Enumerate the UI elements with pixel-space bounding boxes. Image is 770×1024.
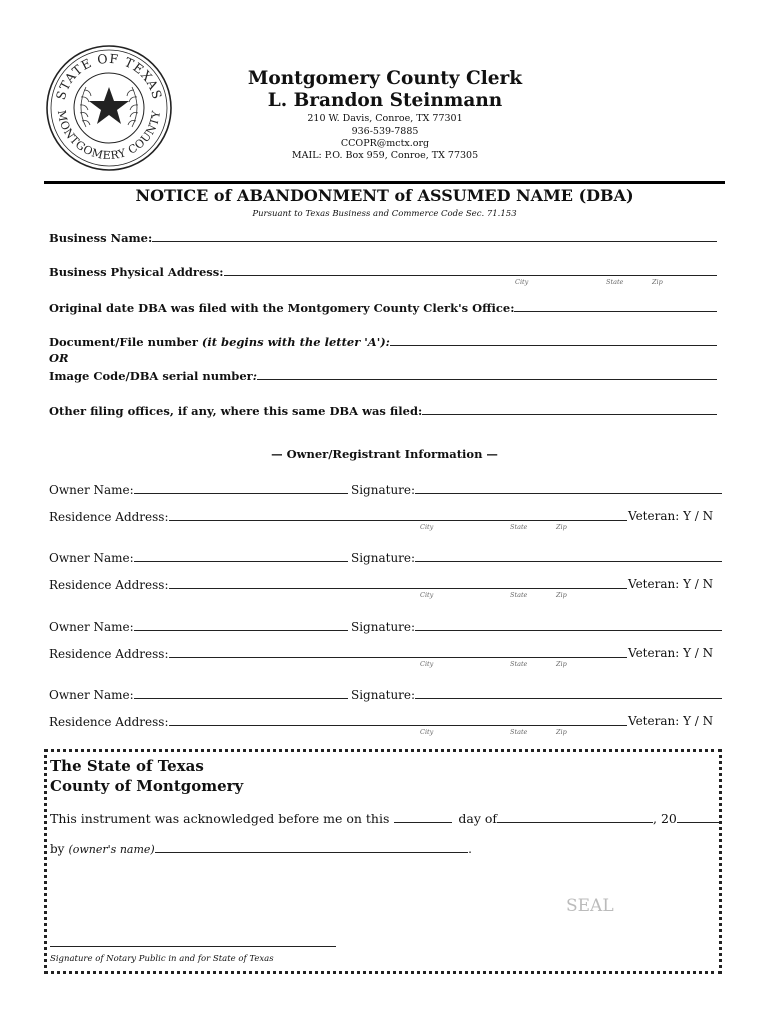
owner-1-veteran-toggle[interactable]: Veteran: Y / N <box>628 509 714 523</box>
business-address-label: Business Physical Address: <box>49 265 224 279</box>
acknowledgment-text: This instrument was acknowledged before me on this <box>50 811 390 826</box>
residence-address-label: Residence Address: <box>49 715 169 729</box>
image-code-colon: : <box>252 369 257 383</box>
signature-label: Signature: <box>351 551 416 565</box>
owner-2-residence-row <box>49 576 627 592</box>
owner-1-zip-caption: Zip <box>556 523 567 531</box>
original-date-field[interactable] <box>514 311 717 312</box>
owner-3-residence-row <box>49 645 627 661</box>
owner-3-veteran-toggle[interactable]: Veteran: Y / N <box>628 646 714 660</box>
owner-2-state-caption: State <box>510 591 528 599</box>
original-date-row <box>49 299 717 315</box>
owner-3-zip-caption: Zip <box>556 660 567 668</box>
owner-2-veteran-toggle[interactable]: Veteran: Y / N <box>628 577 714 591</box>
owner-name-label: Owner Name: <box>49 620 134 634</box>
image-code-row <box>49 367 717 383</box>
owner-1-name-row <box>49 481 348 497</box>
clerk-name: L. Brandon Steinmann <box>267 90 503 111</box>
owner-2-residence-field[interactable] <box>169 588 627 589</box>
ack-month-field[interactable] <box>497 822 653 823</box>
owner-1-name-field[interactable] <box>134 493 348 494</box>
signature-label: Signature: <box>351 688 416 702</box>
business-city-caption: City <box>515 278 529 286</box>
acknowledgment-row <box>50 808 715 826</box>
owner-1-signature-row <box>351 481 722 497</box>
image-code-label: Image Code/DBA serial number <box>49 369 253 383</box>
document-number-field[interactable] <box>390 345 717 346</box>
header-divider <box>44 181 725 184</box>
owner-3-city-caption: City <box>420 660 434 668</box>
owner-2-zip-caption: Zip <box>556 591 567 599</box>
owner-3-state-caption: State <box>510 660 528 668</box>
owner-2-name-field[interactable] <box>134 561 348 562</box>
business-state-caption: State <box>606 278 624 286</box>
owner-2-name-row <box>49 549 348 565</box>
residence-address-label: Residence Address: <box>49 578 169 592</box>
owner-section-heading: — Owner/Registrant Information — <box>271 447 498 461</box>
owner-acknowledged-row <box>50 838 472 856</box>
owner-1-residence-row <box>49 508 627 524</box>
owner-1-state-caption: State <box>510 523 528 531</box>
signature-label: Signature: <box>351 620 416 634</box>
office-email: CCOPR@mctx.org <box>340 137 430 149</box>
owner-4-signature-row <box>351 686 722 702</box>
document-number-label: Document/File number <box>49 335 198 349</box>
owner-4-residence-field[interactable] <box>169 725 627 726</box>
owner-3-signature-field[interactable] <box>415 630 722 631</box>
owner-4-zip-caption: Zip <box>556 728 567 736</box>
acknowledged-owner-field[interactable] <box>155 852 468 853</box>
owner-4-signature-field[interactable] <box>415 698 722 699</box>
other-offices-label: Other filing offices, if any, where this same DBA was filed: <box>49 404 423 418</box>
owner-4-veteran-toggle[interactable]: Veteran: Y / N <box>628 714 714 728</box>
owner-4-name-field[interactable] <box>134 698 348 699</box>
business-zip-caption: Zip <box>652 278 663 286</box>
other-offices-field[interactable] <box>422 414 717 415</box>
seal-placeholder-label: SEAL <box>566 896 614 916</box>
day-of-label: day of <box>458 811 498 826</box>
owner-name-label: Owner Name: <box>49 688 134 702</box>
owner-4-city-caption: City <box>420 728 434 736</box>
document-number-row <box>49 333 717 349</box>
owner-3-name-field[interactable] <box>134 630 348 631</box>
office-address: 210 W. Davis, Conroe, TX 77301 <box>307 113 463 124</box>
period-mark: . <box>468 842 472 856</box>
owner-4-state-caption: State <box>510 728 528 736</box>
office-phone: 936-539-7885 <box>351 125 419 137</box>
notary-county-heading: County of Montgomery <box>50 777 244 795</box>
form-subtitle: Pursuant to Texas Business and Commerce Code Sec. 71.153 <box>252 209 517 219</box>
signature-label: Signature: <box>351 483 416 497</box>
county-seal-logo <box>44 43 174 173</box>
owner-1-residence-field[interactable] <box>169 520 627 521</box>
original-date-label: Original date DBA was filed with the Montgomery County Clerk's Office: <box>49 301 515 315</box>
owner-name-label: Owner Name: <box>49 483 134 497</box>
owner-4-residence-row <box>49 713 627 729</box>
owner-3-signature-row <box>351 618 722 634</box>
svg-text:STATE OF TEXAS: STATE OF TEXAS <box>52 50 166 102</box>
ack-day-field[interactable] <box>394 822 452 823</box>
form-title: NOTICE of ABANDONMENT of ASSUMED NAME (DBA) <box>135 186 634 205</box>
business-address-row <box>49 263 717 279</box>
svg-text:MONTGOMERY COUNTY: MONTGOMERY COUNTY <box>54 109 164 163</box>
residence-address-label: Residence Address: <box>49 510 169 524</box>
owner-1-signature-field[interactable] <box>415 493 722 494</box>
notary-signature-caption: Signature of Notary Public in and for State of Texas <box>50 954 274 964</box>
document-number-hint: (it begins with the letter 'A'): <box>201 335 390 349</box>
by-label: by <box>50 842 65 856</box>
clerk-office-title: Montgomery County Clerk <box>247 68 523 89</box>
owner-2-city-caption: City <box>420 591 434 599</box>
other-offices-row <box>49 402 717 418</box>
owner-1-city-caption: City <box>420 523 434 531</box>
mailing-address: MAIL: P.O. Box 959, Conroe, TX 77305 <box>291 150 479 161</box>
or-label: OR <box>49 351 69 365</box>
business-name-label: Business Name: <box>49 231 153 245</box>
business-name-field[interactable] <box>152 241 717 242</box>
owner-3-name-row <box>49 618 348 634</box>
business-name-row <box>49 229 717 245</box>
owner-2-signature-field[interactable] <box>415 561 722 562</box>
owner-name-hint: (owner's name) <box>68 843 155 856</box>
owner-4-name-row <box>49 686 348 702</box>
year-prefix-label: , 20 <box>653 811 677 826</box>
image-code-field[interactable] <box>257 379 717 380</box>
owner-name-label: Owner Name: <box>49 551 134 565</box>
owner-2-signature-row <box>351 549 722 565</box>
ack-year-field[interactable] <box>677 822 721 823</box>
notary-state-heading: The State of Texas <box>50 757 204 775</box>
residence-address-label: Residence Address: <box>49 647 169 661</box>
notary-signature-field[interactable] <box>50 946 336 947</box>
owner-3-residence-field[interactable] <box>169 657 627 658</box>
business-address-field[interactable] <box>224 275 718 276</box>
